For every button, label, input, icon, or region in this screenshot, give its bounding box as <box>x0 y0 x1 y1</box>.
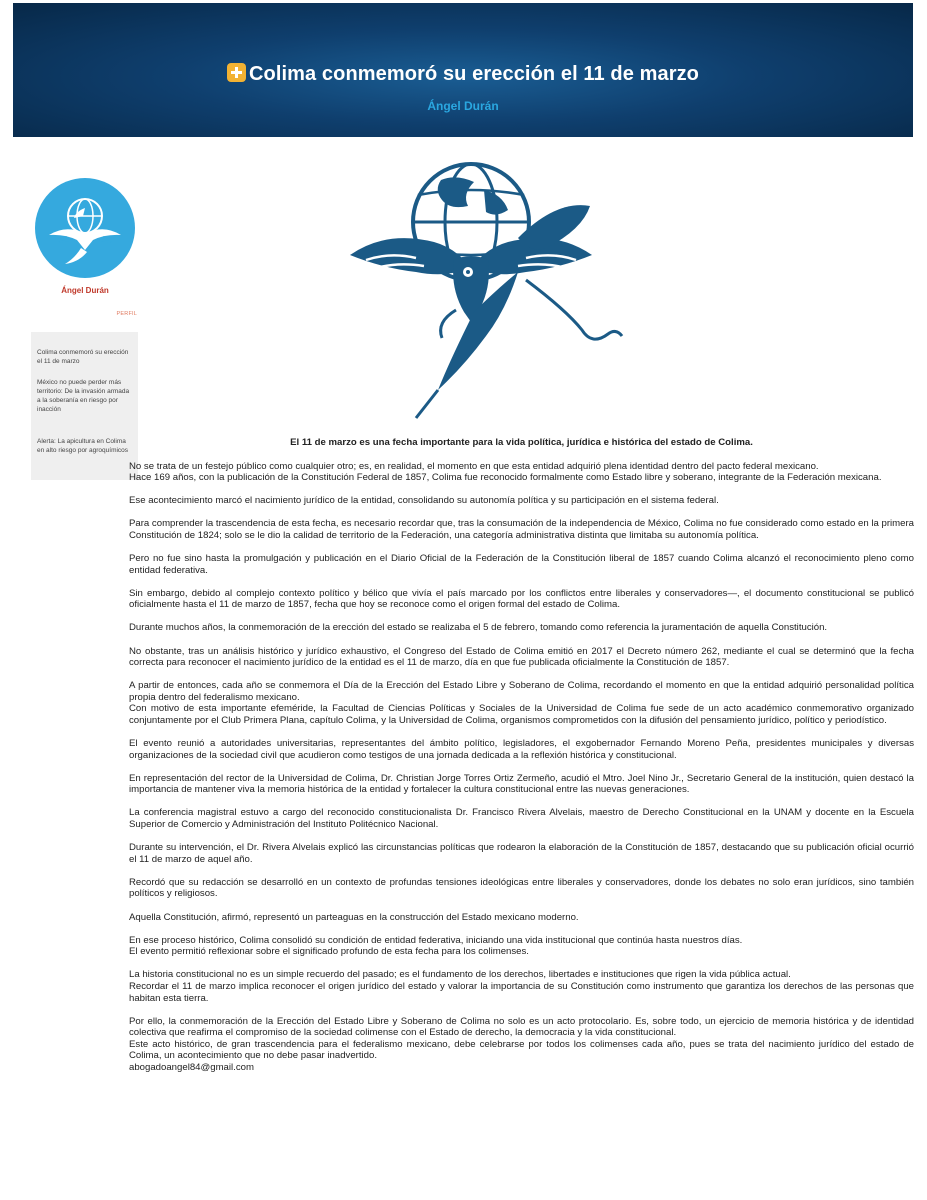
eagle-globe-icon <box>35 178 135 278</box>
author-email[interactable]: abogadoangel84@gmail.com <box>129 1061 254 1073</box>
article-lead: El 11 de marzo es una fecha importante para la vida política, jurídica e histórica del estado de Colima. <box>290 437 753 448</box>
paragraph <box>129 1016 914 1062</box>
paragraph: Pero no fue sino hasta la promulgación y publicación en el Diario Oficial de la Federación de la Constitución liberal de 1857 cuando Colima alcanzó el reconocimiento pleno como entidad federativa. <box>129 553 914 576</box>
paragraph-line: Por ello, la conmemoración de la Erección del Estado Libre y Soberano de Colima no solo es un acto protocolario. Es, sobre todo, un ejercicio de memoria histórica y de identidad colectiva que reafirma el compromiso de la sociedad colimense con el Estado de derecho, la democracia y la vida constitucional. <box>129 1015 914 1039</box>
paragraph-line: El evento permitió reflexionar sobre el significado profundo de esta fecha para los colimenses. <box>129 946 529 958</box>
article-body <box>129 437 914 1074</box>
paragraph: La conferencia magistral estuvo a cargo del reconocido constitucionalista Dr. Francisco Rivera Alvelais, maestro de Derecho Constitucional en la UNAM y docente en la Escuela Superior de Comercio y Administración del Instituto Politécnico Nacional. <box>129 807 914 831</box>
sidebar-author[interactable]: Ángel Durán <box>61 286 109 295</box>
paragraph: Sin embargo, debido al complejo contexto político y bélico que vivía el país marcado por los conflictos entre liberales y conservadores—, el documento constitucional se publicó oficialmente hasta el 11 de marzo de 1857, fecha que hoy se reconoce como el origen formal del estado de Colima. <box>129 587 914 611</box>
paragraph-line: No se trata de un festejo público como cualquier otro; es, en realidad, el momento en que esta entidad adquirió plena identidad dentro del pacto federal mexicano. <box>129 460 819 472</box>
eagle-globe-quill-icon <box>346 160 626 422</box>
paragraph-line: La historia constitucional no es un simple recuerdo del pasado; es el fundamento de los derechos, libertades e instituciones que rigen la vida pública actual. <box>129 969 791 981</box>
banner-author[interactable]: Ángel Durán <box>427 99 499 113</box>
paragraph: Para comprender la trascendencia de esta fecha, es necesario recordar que, tras la consumación de la independencia de México, Colima no fue considerado como estado en la primera Constitución de 1824; solo se le dio la calidad de territorio de la Federación, una categoría administrativa distinta que limitaba su autonomía política. <box>129 518 915 541</box>
related-link[interactable]: Colima conmemoró su erección el 11 de marzo <box>37 349 129 365</box>
paragraph-line: En ese proceso histórico, Colima consolidó su condición de entidad federativa, iniciando una vida institucional que continúa hasta nuestros días. <box>129 934 743 946</box>
paragraph-line: A partir de entonces, cada año se conmemora el Día de la Erección del Estado Libre y Soberano de Colima, recordando el momento en que la entidad adquirió personalidad política propia dentro del federalismo mexicano. <box>129 680 914 703</box>
paragraph-line: Hace 169 años, con la publicación de la Constitución Federal de 1857, Colima fue reconocido formalmente como Estado libre y soberano, integrante de la Federación mexicana. <box>129 472 882 484</box>
avatar[interactable] <box>35 178 135 278</box>
related-link[interactable]: Alerta: La apicultura en Colima en alto riesgo por agroquímicos <box>37 438 129 454</box>
paragraph <box>129 969 914 1004</box>
perfil-link[interactable]: PERFIL <box>116 311 137 317</box>
eagle-globe-logo <box>346 160 626 422</box>
paragraph-line: Este acto histórico, de gran trascendencia para el federalismo mexicano, debe celebrarse por todos los colimenses cada año, pues se trata del nacimiento jurídico del estado de Colima, un acontecimiento que no debe pasar inadvertido. <box>129 1038 914 1062</box>
paragraph: En representación del rector de la Universidad de Colima, Dr. Christian Jorge Torres Ortiz Zermeño, acudió el Mtro. Joel Nino Jr., Secretario General de la institución, quien destacó la importancia de mantener viva la memoria histórica de la entidad y fortalecer la cultura constitucional entre las nuevas generaciones. <box>129 772 914 796</box>
paragraph: Aquella Constitución, afirmó, representó un parteaguas en la construcción del Estado mexicano moderno. <box>129 911 579 923</box>
header-banner <box>13 3 913 137</box>
paragraph: No obstante, tras un análisis histórico y jurídico exhaustivo, el Congreso del Estado de Colima emitió en 2017 el Decreto número 262, mediante el cual se determinó que la fecha correcta para reconocer el nacimiento jurídico de la entidad es el 11 de marzo, día en que fue publicada oficialmente la Constitución de 1857. <box>129 645 914 669</box>
article-title-text: Colima conmemoró su erección el 11 de marzo <box>248 63 699 85</box>
paragraph-line: Con motivo de esta importante efeméride, la Facultad de Ciencias Políticas y Sociales de la Universidad de Colima fue sede de un acto académico conmemorativo organizado conjuntamente por el Club Primera Plana, capítulo Colima, y la Universidad de Colima, organismos comprometidos con la difusión del pensamiento jurídico, político y periodístico. <box>129 703 914 726</box>
paragraph-line: Recordar el 11 de marzo implica reconocer el origen jurídico del estado y valorar la importancia de su Constitución como instrumento que garantiza los derechos de las personas que habitan esta tierra. <box>129 980 914 1004</box>
related-link[interactable]: México no puede perder más territorio: De la invasión armada a la soberanía en riesgo por inacción <box>37 379 130 413</box>
paragraph: Durante su intervención, el Dr. Rivera Alvelais explicó las circunstancias políticas que rodearon la elaboración de la Constitución de 1857, destacando que su publicación oficial ocurrió el 11 de marzo de aquel año. <box>129 842 914 865</box>
paragraph <box>129 680 914 726</box>
related-articles <box>31 332 138 480</box>
article-title <box>13 63 913 86</box>
paragraph: Durante muchos años, la conmemoración de la erección del estado se realizaba el 5 de febrero, tomando como referencia la juramentación de aquella Constitución. <box>129 622 828 634</box>
paragraph: Recordó que su redacción se desarrolló en un contexto de profundas tensiones ideológicas entre liberales y conservadores, donde los debates no solo eran jurídicos, sino también políticos y religiosos. <box>129 876 914 900</box>
paragraph: Ese acontecimiento marcó el nacimiento jurídico de la entidad, consolidando su autonomía política y su participación en el sistema federal. <box>129 495 719 507</box>
paragraph <box>129 461 914 484</box>
paragraph <box>129 935 914 958</box>
plus-icon <box>227 63 246 82</box>
paragraph: El evento reunió a autoridades universitarias, representantes del ámbito político, legisladores, el exgobernador Fernando Moreno Peña, presidentes municipales y diversas organizaciones de la sociedad civil que acudieron como testigos de una jornada dedicada a la reflexión histórica y constitucional. <box>129 738 914 761</box>
